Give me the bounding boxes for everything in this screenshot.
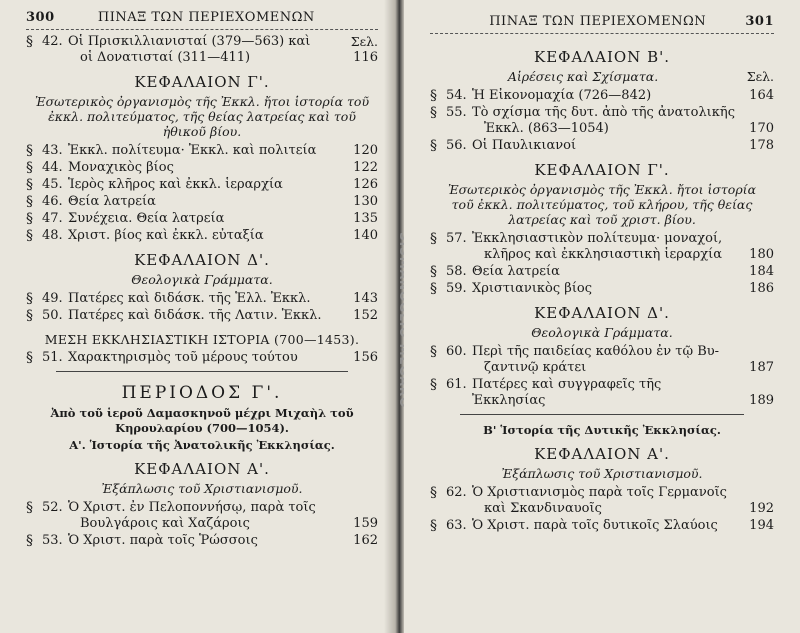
- toc-entry: [430, 264, 774, 280]
- entry-number: 45.: [42, 177, 63, 192]
- entry-number: 57.: [446, 231, 467, 246]
- entry-title-line: Ὁ Χριστιανισμὸς παρὰ τοῖς Γερμανοῖς: [472, 485, 727, 500]
- entry-title-line: Θεία λατρεία: [68, 194, 156, 209]
- entry-page-number: 170: [749, 121, 774, 136]
- entry-number: 53.: [42, 533, 63, 548]
- sel-label: Σελ.: [746, 69, 774, 84]
- entry-title-line: καὶ Σκανδιναυοῖς: [484, 501, 602, 516]
- entry-page-number: 184: [749, 264, 774, 279]
- entry-page-number: 120: [353, 143, 378, 158]
- section-symbol: §: [430, 281, 437, 297]
- entry-title-line: Ἐκκλ. (863—1054): [484, 121, 609, 136]
- entry-page-number: 164: [749, 88, 774, 103]
- running-head: [430, 14, 774, 34]
- entry-page-number: 180: [749, 247, 774, 262]
- entry-page-number: 135: [353, 211, 378, 226]
- divider: [56, 371, 348, 372]
- running-head: [26, 10, 378, 30]
- chapter-heading: ΚΕΦΑΛΑΙΟΝ Γ'.: [534, 161, 670, 179]
- entry-number: 52.: [42, 500, 63, 515]
- entry-title-line: Χριστιανικὸς βίος: [472, 281, 593, 296]
- entry-title: [472, 281, 736, 297]
- entry-page-number: 162: [353, 533, 378, 548]
- entry-page-number: 178: [749, 138, 774, 153]
- entry-title-line: ζαντινῷ κράτει: [484, 360, 587, 375]
- section-symbol: §: [430, 88, 437, 104]
- entry-title: [472, 264, 736, 280]
- entry-page-number: 159: [353, 516, 378, 531]
- entry-number: 46.: [42, 194, 63, 209]
- entry-title-line: Πατέρες καὶ διδάσκ. τῆς Λατιν. Ἐκκλ.: [68, 308, 322, 323]
- entry-number: 49.: [42, 291, 63, 306]
- toc-entry: [430, 344, 774, 376]
- section-symbol: §: [26, 228, 33, 244]
- chapter-subtitle: Θεολογικὰ Γράμματα.: [131, 272, 273, 287]
- entry-page-number: 189: [749, 393, 774, 408]
- entry-title-line: Ἐκκλ. πολίτευμα· Ἐκκλ. καὶ πολιτεία: [68, 143, 317, 158]
- section-subtitle: Α'. Ἱστορία τῆς Ἀνατολικῆς Ἐκκλησίας.: [69, 438, 335, 452]
- entry-title-line: οἱ Δονατισταί (311—411): [80, 50, 251, 65]
- entry-number: 51.: [42, 350, 63, 365]
- entry-title: [472, 344, 736, 376]
- chapter-subtitle: Αἱρέσεις καὶ Σχίσματα.: [507, 69, 659, 84]
- section-symbol: §: [26, 500, 33, 516]
- running-title: ΠΙΝΑΞ ΤΩΝ ΠΕΡΙΕΧΟΜΕΝΩΝ: [97, 10, 315, 25]
- entry-title-line: Πατέρες καὶ συγγραφεῖς τῆς Ἐκκλησίας: [472, 377, 662, 408]
- section-symbol: §: [26, 211, 33, 227]
- entry-number: 58.: [446, 264, 467, 279]
- entry-title: [68, 177, 340, 193]
- toc-entry: [430, 485, 774, 517]
- entry-title-line: Χαρακτηρισμὸς τοῦ μέρους τούτου: [68, 350, 298, 365]
- entry-page-number: 130: [353, 194, 378, 209]
- entry-title: [68, 228, 340, 244]
- entry-title: [68, 34, 340, 66]
- entry-number: 44.: [42, 160, 63, 175]
- section-symbol: §: [26, 291, 33, 307]
- chapter-heading: ΚΕΦΑΛΑΙΟΝ Α'.: [134, 460, 270, 478]
- toc-entry: [26, 211, 378, 227]
- entry-title-line: Οἱ Παυλικιανοί: [472, 138, 577, 153]
- chapter-heading: ΚΕΦΑΛΑΙΟΝ Β'.: [534, 48, 670, 66]
- entry-page-number: 143: [353, 291, 378, 306]
- entry-title: [68, 308, 340, 324]
- section-heading: ΜΕΣΗ ΕΚΚΛΗΣΙΑΣΤΙΚΗ ΙΣΤΟΡΙΑ (700—1453).: [44, 332, 360, 347]
- section-symbol: §: [430, 105, 437, 121]
- section-symbol: §: [430, 518, 437, 534]
- section-symbol: §: [26, 308, 33, 324]
- chapter-subtitle-row: [430, 69, 774, 84]
- toc-entry: [26, 143, 378, 159]
- toc-entry: [26, 194, 378, 210]
- entry-title: [472, 485, 736, 517]
- section-symbol: §: [430, 377, 437, 393]
- section-symbol: §: [430, 485, 437, 501]
- entry-title-line: κλῆρος καὶ ἐκκλησιαστικὴ ἱεραρχία: [484, 247, 723, 262]
- entry-number: 56.: [446, 138, 467, 153]
- entry-page-number: 187: [749, 360, 774, 375]
- section-symbol: §: [26, 143, 33, 159]
- chapter-subtitle: Ἐσωτερικὸς ὀργανισμὸς τῆς Ἐκκλ. ἤτοι ἱστορία τοῦ ἐκκλ. πολιτεύματος, τῆς θείας λατρείας καὶ τοῦ ἠθικοῦ βίου.: [34, 94, 370, 139]
- entry-number: 50.: [42, 308, 63, 323]
- toc-entry: [430, 88, 774, 104]
- toc-entry: [430, 518, 774, 534]
- section-symbol: §: [26, 194, 33, 210]
- toc-entry: [430, 105, 774, 137]
- entry-number: 47.: [42, 211, 63, 226]
- section-subtitle: Β' Ἱστορία τῆς Δυτικῆς Ἐκκλησίας.: [483, 423, 721, 437]
- entry-title-line: Βουλγάροις καὶ Χαζάροις: [80, 516, 250, 531]
- entry-number: 63.: [446, 518, 467, 533]
- entry-page-number: 192: [749, 501, 774, 516]
- chapter-heading: ΚΕΦΑΛΑΙΟΝ Δ'.: [134, 251, 270, 269]
- entry-title-line: Χριστ. βίος καὶ ἐκκλ. εὐταξία: [68, 228, 264, 243]
- section-symbol: §: [26, 177, 33, 193]
- chapter-subtitle: Ἐσωτερικὸς ὀργανισμὸς τῆς Ἐκκλ. ἤτοι ἱστορία τοῦ ἐκκλ. πολιτεύματος, τοῦ κλήρου, τῆς θείας λατρείας καὶ τοῦ χριστ. βίου.: [447, 182, 757, 227]
- toc-entry: [430, 377, 774, 409]
- entry-title: [472, 105, 736, 137]
- entry-title-line: Τὸ σχίσμα τῆς δυτ. ἀπὸ τῆς ἀνατολικῆς: [472, 105, 735, 120]
- entry-number: 62.: [446, 485, 467, 500]
- section-symbol: §: [26, 160, 33, 176]
- period-heading: ΠΕΡΙΟΔΟΣ Γ'.: [121, 383, 283, 403]
- divider: [460, 414, 744, 415]
- entry-title: [472, 518, 736, 534]
- toc-entry: [26, 177, 378, 193]
- section-symbol: §: [430, 138, 437, 154]
- entry-page-number: 116: [353, 50, 378, 65]
- chapter-heading: ΚΕΦΑΛΑΙΟΝ Γ'.: [134, 73, 270, 91]
- entry-title-line: Ὁ Χριστ. παρὰ τοῖς Ῥώσσοις: [68, 533, 258, 548]
- toc-entry: [26, 533, 378, 549]
- running-title: ΠΙΝΑΞ ΤΩΝ ΠΕΡΙΕΧΟΜΕΝΩΝ: [489, 14, 707, 29]
- toc-entry: [26, 34, 378, 66]
- page-number: 300: [26, 10, 55, 25]
- entry-title: [68, 533, 340, 549]
- chapter-heading: ΚΕΦΑΛΑΙΟΝ Α'.: [534, 445, 670, 463]
- entry-title: [68, 194, 340, 210]
- toc-entry: [26, 291, 378, 307]
- entry-title: [472, 138, 736, 154]
- period-subtitle: Ἀπὸ τοῦ ἱεροῦ Δαμασκηνοῦ μέχρι Μιχαὴλ τοῦ Κηρουλαρίου (700—1054).: [50, 406, 354, 435]
- section-symbol: §: [430, 344, 437, 360]
- section-symbol: §: [26, 533, 33, 549]
- entry-title-line: Συνέχεια. Θεία λατρεία: [68, 211, 225, 226]
- entry-title-line: Οἱ Πρισκιλλιανισταί (379—563) καὶ: [68, 34, 311, 49]
- entry-title-line: Ἱερὸς κλῆρος καὶ ἐκκλ. ἱεραρχία: [68, 177, 283, 192]
- entry-title: [472, 88, 736, 104]
- entry-title: [68, 143, 340, 159]
- entry-number: 42.: [42, 34, 63, 49]
- toc-entry: [430, 231, 774, 263]
- toc-entry: [430, 281, 774, 297]
- entry-title-line: Ἐκκλησιαστικὸν πολίτευμα· μοναχοί,: [472, 231, 723, 246]
- entry-page-number: 122: [353, 160, 378, 175]
- toc-entry: [26, 228, 378, 244]
- entry-page-number: 156: [353, 350, 378, 365]
- entry-number: 59.: [446, 281, 467, 296]
- section-symbol: §: [26, 350, 33, 366]
- page-number: 301: [745, 14, 774, 29]
- toc-entry: [26, 350, 378, 366]
- toc-entry: [26, 308, 378, 324]
- entry-number: 43.: [42, 143, 63, 158]
- entry-title-line: Πατέρες καὶ διδάσκ. τῆς Ἑλλ. Ἐκκλ.: [68, 291, 311, 306]
- chapter-heading: ΚΕΦΑΛΑΙΟΝ Δ'.: [534, 304, 670, 322]
- entry-title: [472, 231, 736, 263]
- toc-entry: [430, 138, 774, 154]
- toc-entry: [26, 160, 378, 176]
- entry-number: 61.: [446, 377, 467, 392]
- entry-page-number: 140: [353, 228, 378, 243]
- entry-title-line: Περὶ τῆς παιδείας καθόλου ἐν τῷ Βυ-: [472, 344, 720, 359]
- entry-title: [68, 350, 340, 366]
- chapter-subtitle: Θεολογικὰ Γράμματα.: [531, 325, 673, 340]
- entry-title-line: Ὁ Χριστ. παρὰ τοῖς δυτικοῖς Σλαύοις: [472, 518, 718, 533]
- entry-title: [68, 291, 340, 307]
- entry-title: [68, 500, 340, 532]
- chapter-subtitle: Ἐξάπλωσις τοῦ Χριστιανισμοῦ.: [501, 466, 703, 481]
- entry-title-line: Θεία λατρεία: [472, 264, 560, 279]
- entry-title: [68, 211, 340, 227]
- entry-page-number: 194: [749, 518, 774, 533]
- entry-number: 54.: [446, 88, 467, 103]
- section-symbol: §: [430, 231, 437, 247]
- chapter-subtitle: Ἐξάπλωσις τοῦ Χριστιανισμοῦ.: [101, 481, 303, 496]
- sel-label: Σελ.: [350, 34, 378, 49]
- entry-number: 55.: [446, 105, 467, 120]
- entry-page-number: 186: [749, 281, 774, 296]
- entry-title: [68, 160, 340, 176]
- entry-title: [472, 377, 736, 409]
- entry-number: 60.: [446, 344, 467, 359]
- entry-title-line: Ἡ Εἰκονομαχία (726—842): [472, 88, 652, 103]
- entry-page-number: 126: [353, 177, 378, 192]
- right-page: [404, 0, 800, 633]
- section-symbol: §: [26, 34, 33, 50]
- entry-title-line: Μοναχικὸς βίος: [68, 160, 174, 175]
- section-symbol: §: [430, 264, 437, 280]
- toc-entry: [26, 500, 378, 532]
- entry-number: 48.: [42, 228, 63, 243]
- entry-page-number: 152: [353, 308, 378, 323]
- entry-title-line: Ὁ Χριστ. ἐν Πελοποννήσῳ, παρὰ τοῖς: [68, 500, 316, 515]
